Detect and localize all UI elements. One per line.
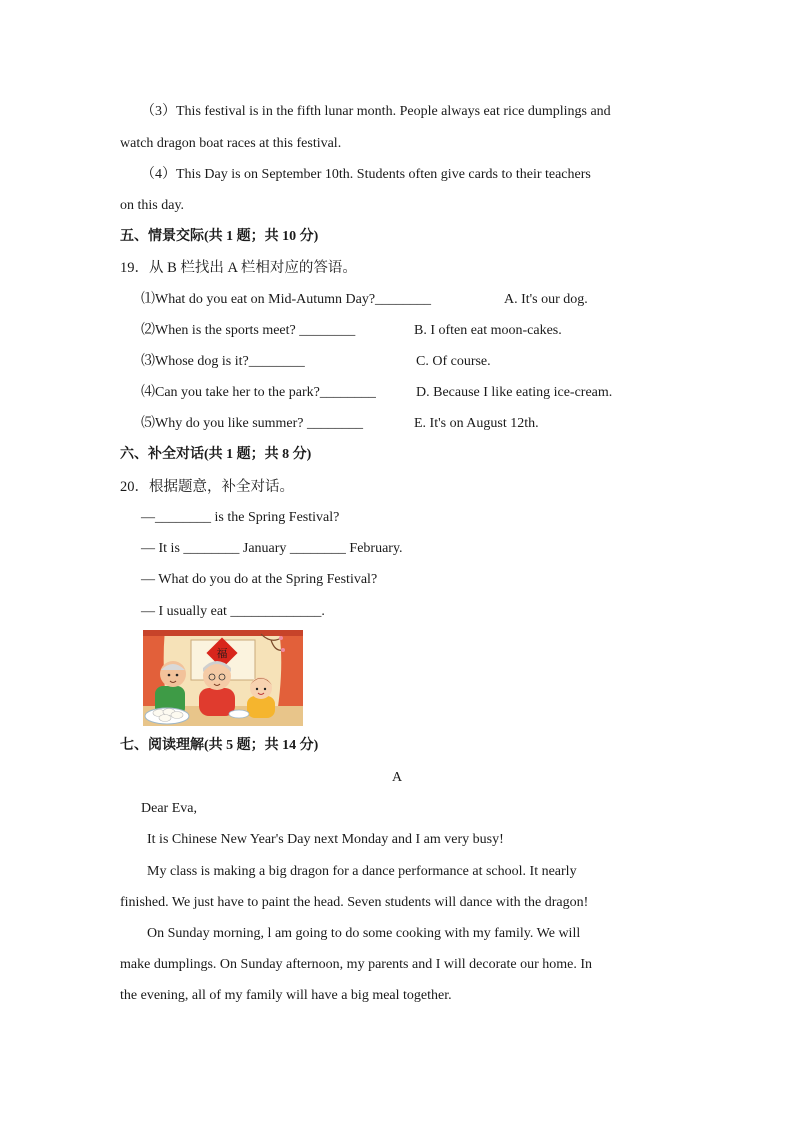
section7-heading: 七、阅读理解(共 5 题；共 14 分) (120, 738, 319, 753)
match-a-3: ⑶Whose dog is it?________ (141, 354, 305, 369)
letter-line-4: On Sunday morning, l am going to do some cooking with my family. We will (147, 926, 581, 941)
child-figure (247, 677, 275, 718)
match-a-1: ⑴What do you eat on Mid-Autumn Day?________ (141, 292, 432, 307)
section6-heading: 六、补全对话(共 1 题；共 8 分) (120, 447, 312, 462)
fu-character: 福 (216, 647, 228, 660)
match-b-4: D. Because I like eating ice-cream. (416, 385, 613, 400)
match-b-3: C. Of course. (416, 354, 491, 369)
item4-line2: on this day. (120, 198, 185, 213)
dialogue-line-2: — It is ________ January ________ February. (141, 541, 403, 556)
dumpling-plate (145, 708, 189, 724)
item4-line1: （4）This Day is on September 10th. Students often give cards to their teachers (141, 167, 591, 182)
item3-line1: （3）This festival is in the fifth lunar month. People always eat rice dumplings and (141, 104, 611, 119)
dialogue-line-3: — What do you do at the Spring Festival? (141, 572, 378, 587)
match-b-2: B. I often eat moon-cakes. (414, 323, 562, 338)
match-a-2: ⑵When is the sports meet? ________ (141, 323, 356, 338)
match-a-5: ⑸Why do you like summer? ________ (141, 416, 364, 431)
dialogue-line-4: — I usually eat _____________. (141, 604, 325, 619)
letter-line-6: the evening, all of my family will have a big meal together. (120, 988, 452, 1003)
spring-festival-illustration (143, 630, 303, 726)
match-a-4: ⑷Can you take her to the park?________ (141, 385, 376, 400)
dialogue-line-1: —________ is the Spring Festival? (141, 510, 340, 525)
letter-line-5: make dumplings. On Sunday afternoon, my parents and I will decorate our home. In (120, 957, 592, 972)
item3-line2: watch dragon boat races at this festival. (120, 136, 342, 151)
letter-line-1: It is Chinese New Year's Day next Monday and I am very busy! (147, 832, 504, 847)
section5-heading: 五、情景交际(共 1 题；共 10 分) (120, 229, 319, 244)
match-b-5: E. It's on August 12th. (414, 416, 539, 431)
passage-label: A (391, 770, 403, 785)
letter-line-3: finished. We just have to paint the head. Seven students will dance with the dragon! (120, 895, 589, 910)
match-b-1: A. It's our dog. (504, 292, 588, 307)
question-20: 20．根据题意，补全对话。 (120, 479, 294, 495)
question-19: 19．从 B 栏找出 A 栏相对应的答语。 (120, 260, 357, 276)
letter-greeting: Dear Eva, (141, 801, 197, 816)
letter-line-2: My class is making a big dragon for a dance performance at school. It nearly (147, 864, 577, 879)
